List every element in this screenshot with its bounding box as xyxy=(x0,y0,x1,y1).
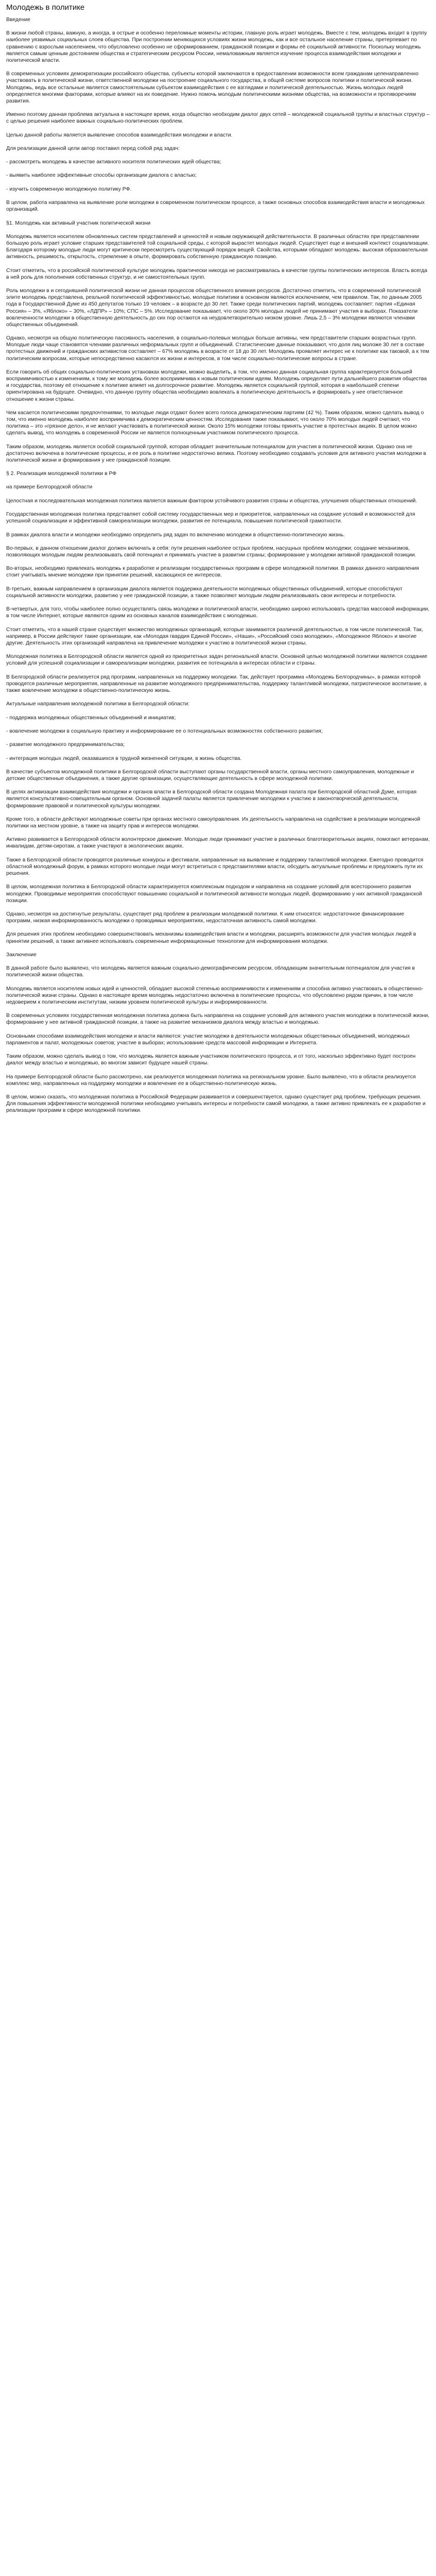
paragraph: Таким образом, молодежь является особой социальной группой, которая обладает значительным потенциалом для участия в политической жизни. Однако она не достаточно включена в политические процессы, и ее роль в политике недостаточно велика. Поэтому необходимо создавать условия для активного участия молодежи в политической жизни и формирования у нее гражданской позиции. xyxy=(6,444,426,463)
paragraph: Актуальные направления молодежной политики в Белгородской области: xyxy=(6,701,190,707)
document-page xyxy=(0,0,436,1125)
paragraph: Введение xyxy=(6,17,31,23)
paragraph: - выявить наиболее эффективные способы организации диалога с властью; xyxy=(6,173,197,179)
paragraph: В-четвертых, для того, чтобы наиболее полно осуществлять связь молодежи и политической власти, необходимо широко использовать средства массовой информации, в том числе Интернет, которые являются одним из основных каналов взаимодействия с молодежью. xyxy=(6,606,430,619)
paragraph: В современных условиях демократизации российского общества, субъекты которой заключаются в предоставлении возможности всем гражданам целенаправленно участвовать в политической жизни, ответственной молодежи на построение социального государства, в общей системе вопросов политики и политической жизни. Молодежь, ведь все остальные является самостоятельным субъектом взаимодействия с ее взглядами и политической деятельностью. Жизнь молодых людей определяется многими факторами, которые влияют на их поведение. Нужно помочь молодым политическими жизнями общества, на возможности и противоречиям развития. xyxy=(6,71,418,104)
paragraph: на примере Белгородской области xyxy=(6,484,93,490)
paragraph: Если говорить об общих социально-политических установках молодежи, можно выделить, в том, что именно данная социальная группа характеризуется большей восприимчивостью к изменениям, к тому же молодежь более восприимчива к новым политическим идеям. Молодежь определяет пути дальнейшего развития общества и государства, поэтому её отношение к политике влияет на долгосрочное развитие. Молодежь является социальной группой, которая в наибольшей степени ориентирована на будущее. Очевидно, что данную группу общества необходимо вовлекать в политическую деятельность и формировать у нее ответственное отношение к жизни страны. xyxy=(6,369,427,402)
paragraph: В жизни любой страны, важную, а иногда, в острые и особенно переломные моменты истории, главную роль играет молодежь. Вместе с тем, молодежь входит в группу наиболее уязвимых социальных слоев общества. При построении меняющихся условиях жизни молодежь, как и все остальное население страны, претерпевает по сравнению с взрослым населением, что обусловлено особенно не сформированием, гражданской позиции и формы её социальной активности. Поскольку молодежь является самым ценным достоянием общества и стратегическим ресурсом России, немаловажным является изучение процесса взаимодействия молодежи и политической власти. xyxy=(6,30,427,63)
paragraph: Стоит отметить, что в российской политической культуре молодежь практически никогда не рассматривалась в качестве группы политических интересов. Власть всегда в ней роль для пополнения собственных структур, и не самостоятельных групп. xyxy=(6,267,428,280)
paragraph: - развитие молодежного предпринимательства; xyxy=(6,742,125,748)
paragraph: - интеграция молодых людей, оказавшихся в трудной жизненной ситуации, в жизнь общества. xyxy=(6,755,242,761)
paragraph: Стоит отметить, что в нашей стране существует множество молодежных организаций, которые занимаются различной деятельностью, в том числе политической. Так, например, в России действуют такие организации, как «Молодая гвардия Единой России», «Наши», «Российский союз молодежи», «Молодежное Яблоко» и многие другие. Деятельность этих организаций направлена на привлечение молодежи к участию в политической жизни страны. xyxy=(6,626,423,646)
paragraph: Однако, несмотря на общую политическую пассивность населения, в социально-полевых молодых больше активны, чем представители старших возрастных групп. Молодые люди чаще становятся членами различных неформальных групп и объединений. Статистические данные показывают, что доля лиц моложе 30 лет в составе протестных движений и гражданских активистов составляет – 67% молодежь в возрасте от 18 до 30 лет. Молодежь проявляет интерес не к политике как таковой, а к тем политическим вопросам, которые непосредственно касаются их жизни и интересов, в том числе социально-политические вопросы в стране. xyxy=(6,335,429,362)
paragraph: Именно поэтому данная проблема актуальна в настоящее время, когда общество необходим диалог двух сетей – молодежной социальной группы и властных структур – с целью решения наиболее важных социально-политических проблем. xyxy=(6,112,430,125)
paragraph: Кроме того, в области действуют молодежные советы при органах местного самоуправления. Их деятельность направлена на содействие в реализации молодежной политики на местном уровне, а также на защиту прав и интересов молодежи. xyxy=(6,816,421,829)
paragraph: В рамках диалога власти и молодежи необходимо определить ряд задач по включению молодежи в общественно-политическую жизнь. xyxy=(6,532,345,538)
paragraph: Для решения этих проблем необходимо совершенствовать механизмы взаимодействия власти и молодежи, расширять возможности для участия молодых людей в принятии решений, а также активнее использовать современные информационные технологии для информирования молодежи. xyxy=(6,931,416,944)
paragraph: Во-первых, в данном отношении диалог должен включать в себя: пути решения наиболее острых проблем, насущных проблем молодежи; создание механизмов, позволяющих молодым людям реализовывать свой потенциал и принимать участие в развитии страны; формирование у молодежи активной гражданской позиции. xyxy=(6,545,416,558)
paragraph: В целом, можно сказать, что молодежная политика в Российской Федерации развивается и совершенствуется, однако существует ряд проблем, требующих решения. Для повышения эффективности молодежной политики необходимо учитывать интересы и потребности самой молодежи, а также активно привлекать ее к разработке и реализации программ в сфере молодежной политики. xyxy=(6,1094,426,1114)
paragraph: В современных условиях государственная молодежная политика должна быть направлена на создание условий для активного участия молодежи в политической жизни, формирование у нее активной гражданской позиции, а также на развитие механизмов диалога между властью и молодежью. xyxy=(6,1013,430,1026)
paragraph: Государственная молодежная политика представляет собой систему государственных мер и приоритетов, направленных на создание условий и возможностей для успешной социализации и эффективной самореализации молодежи, развития ее потенциала, повышения политической грамотности. xyxy=(6,512,415,524)
paragraph: На примере Белгородской области было рассмотрено, как реализуется молодежная политика на региональном уровне. Было выявлено, что в области реализуется комплекс мер, направленных на поддержку молодежи и вовлечение ее в общественно-политическую жизнь. xyxy=(6,1074,416,1087)
paragraph: В-третьих, важным направлением в организации диалога является поддержка деятельности молодежных общественных объединений, которые способствуют социальной активности молодежи, развитию у нее гражданской позиции, а также позволяют молодым людям реализовывать свои интересы и потребности. xyxy=(6,586,403,599)
paragraph: Молодежная политика в Белгородской области является одной из приоритетных задач региональной власти. Основной целью молодежной политики является создание условий для успешной социализации и самореализации молодежи, развития ее потенциала в интересах области и страны. xyxy=(6,654,428,667)
paragraph: Также в Белгородской области проводятся различные конкурсы и фестивали, направленные на выявление и поддержку талантливой молодежи. Ежегодно проводится областной молодежный форум, в рамках которого молодые люди могут встретиться с представителями власти, обсудить актуальные проблемы и предложить пути их решения. xyxy=(6,857,424,877)
paragraph: Целостная и последовательная молодежная политика является важным фактором устойчивого развития страны и общества, улучшения общественных отношений. xyxy=(6,498,417,504)
paragraph: - поддержка молодежных общественных объединений и инициатив; xyxy=(6,715,176,721)
paragraph: Основными способами взаимодействия молодежи и власти являются: участие молодежи в деятельности молодежных общественных объединений, молодежных парламентов и палат, молодежных советов; участие в выборах; использование средств массовой информации и Интернета. xyxy=(6,1033,410,1046)
paragraph: Заключение xyxy=(6,952,37,958)
paragraph: Во-вторых, необходимо привлекать молодежь к разработке и реализации государственных программ в сфере молодежной политики. В рамках данного направления стоит учитывать мнение молодежи при принятии решений, касающихся ее интересов. xyxy=(6,566,419,579)
paragraph: Чем касается политическими предпочтениями, то молодые люди отдают более всего голоса демократическим партиям (42 %). Таким образом, можно сделать вывод о том, что именно молодежь наиболее восприимчива к демократическим ценностям. Исследования также показывают, что около 70% молодых людей считают, что политика – это «грязное дело», и не желают участвовать в политической жизни. Около 15% молодежи готовы принять участие в протестных акциях. В целом можно сделать вывод, что молодежь в современной России не является полноценным участником политического процесса. xyxy=(6,410,424,436)
document-body xyxy=(6,16,430,1114)
paragraph: § 2. Реализация молодежной политики в РФ xyxy=(6,471,117,477)
paragraph: - рассмотреть молодежь в качестве активного носителя политических идей общества; xyxy=(6,159,221,165)
paragraph: В целом, молодежная политика в Белгородской области характеризуется комплексным подходом и направлена на создание условий для всестороннего развития молодежи. Проводимые мероприятия способствуют повышению социальной и политической активности молодых людей, формированию у них активной гражданской позиции. xyxy=(6,884,422,904)
paragraph: В целях активизации взаимодействия молодежи и органов власти в Белгородской области создана Молодежная палата при Белгородской областной Думе, которая является консультативно-совещательным органом. Основной задачей палаты является привлечение молодежи к участию в законотворческой деятельности, формирование правовой и политической культуры молодежи. xyxy=(6,789,417,809)
paragraph: §1. Молодежь как активный участник политической жизни xyxy=(6,220,151,226)
paragraph: Однако, несмотря на достигнутые результаты, существует ряд проблем в реализации молодежной политики. К ним относятся: недостаточное финансирование программ, низкая информированность молодежи о проводимых мероприятиях, недостаточная активность самой молодежи. xyxy=(6,911,405,924)
paragraph: В качестве субъектов молодежной политики в Белгородской области выступают органы государственной власти, органы местного самоуправления, молодежные и детские общественные объединения, а также другие организации, осуществляющие деятельность в сфере молодежной политики. xyxy=(6,769,414,782)
paragraph: Для реализации данной цели автор поставил перед собой ряд задач: xyxy=(6,145,180,151)
paragraph: Молодежь является носителем новых идей и ценностей, обладает высокой степенью восприимчивости к изменениям и способна активно участвовать в общественно-политической жизни страны. Однако в настоящее время молодежь недостаточно включена в политические процессы, что обусловлено рядом причин, в том числе недоверием к политическим институтам, низким уровнем политической культуры и информированности. xyxy=(6,986,424,1005)
paragraph: - вовлечение молодежи в социальную практику и информирование ее о потенциальных возможностях собственного развития; xyxy=(6,728,323,734)
paragraph: Таким образом, можно сделать вывод о том, что молодежь является важным участником политического процесса, и от того, насколько эффективно будет построен диалог между властью и молодежью, во многом зависит будущее нашей страны. xyxy=(6,1054,416,1066)
page-title: Молодежь в политике xyxy=(6,3,85,12)
paragraph: В Белгородской области реализуется ряд программ, направленных на поддержку молодежи. Так, действует программа «Молодежь Белгородчины», в рамках которой проводятся различные мероприятия, направленные на развитие молодежного предпринимательства, поддержку талантливой молодежи, патриотическое воспитание, а также вовлечение молодежи в общественно-политическую жизнь. xyxy=(6,674,427,694)
paragraph: Активно развивается в Белгородской области волонтерское движение. Молодые люди принимают участие в различных благотворительных акциях, помогают ветеранам, инвалидам, детям-сиротам, а также участвуют в экологических акциях. xyxy=(6,837,430,850)
paragraph: - изучить современную молодежную политику РФ. xyxy=(6,186,132,192)
paragraph: В целом, работа направлена на выявление роли молодежи в современном политическом процессе, а также основных способов взаимодействия власти и молодежных организаций. xyxy=(6,200,425,213)
paragraph: Молодежь является носителем обновленных систем представлений и ценностей и новым окружающей действительности. В различных областях при представлении большую роль играет условие старших представителей той социальной среды, с которой вырастет молодых людей. Существует еще и внешний контекст социализации. Благодаря которому молодые люди могут критически пересмотреть существующий порядок вещей. Свойства, которыми обладают молодежь: высокая образовательная активность, решимость, открытость, стремление в опыте, формировать собственную гражданскую позицию. xyxy=(6,233,429,260)
paragraph: Роль молодежи в и сегодняшней политической жизни не данная процессов общественного влияния ресурсов. Достаточно отметить, что в современной политической элите молодежь представлена, реальной политической эффективностью, молодые политики в основном являются исключением, чем правилом. Так, по данным 2005 года в Государственной Думе из 450 депутатов только 19 человек – в возрасте до 30 лет. Также среди политических партий, молодежь составляет: партия «Единая Россия» – 3%, «Яблоко» – 30%, «ЛДПР» – 10%; СПС – 5%. Исследование показывает, что около 30% молодых людей не принимают участия в выборах. Показатели вовлеченности молодежи в общественную деятельность до сих пор остаются на неудовлетворительно низком уровне. Лишь 2,5 – 3% молодежи являются членами общественных объединений. xyxy=(6,288,422,328)
paragraph: Целью данной работы является выявление способов взаимодействия молодежи и власти. xyxy=(6,132,233,138)
paragraph: В данной работе было выявлено, что молодежь является важным социально-демографическим ресурсом, обладающим значительным потенциалом для участия в политической жизни общества. xyxy=(6,965,415,978)
